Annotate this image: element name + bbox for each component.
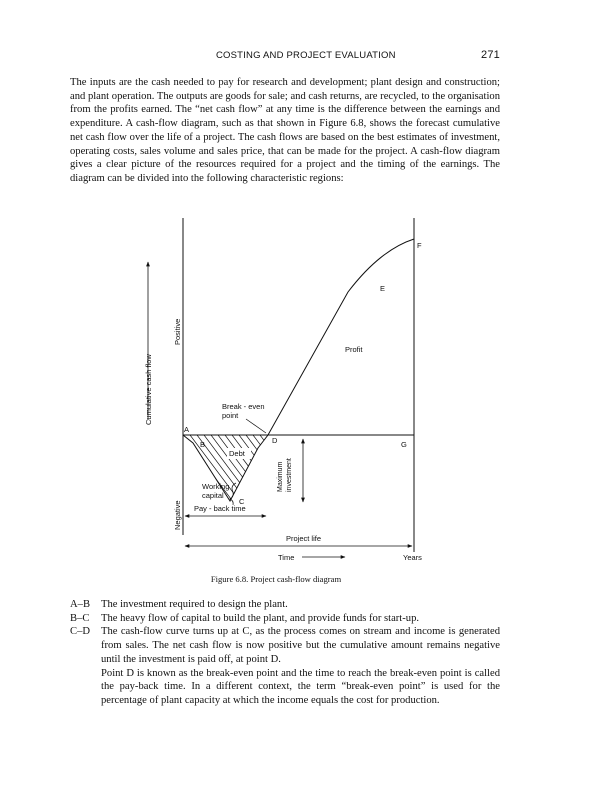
- cash-flow-curve: [183, 239, 414, 501]
- region-item: [70, 598, 500, 612]
- intro-paragraph: The inputs are the cash needed to pay for research and development; plant design and construction; and plant operation. The outputs are goods for sale; and cash returns, are recycled, to the organisation from the profits earned. The “net cash flow” at any time is the difference between the earnings and expenditure. A cash-flow diagram, such as that shown in Figure 6.8, shows the forecast cumulative net cash flow over the life of a project. The cash flows are based on the best estimates of investment, operating costs, sales volume and sales price, that can be made for the project. A cash-flow diagram gives a clear picture of the resources required for a project and the timing of the earnings. The diagram can be divided into the following characteristic regions:: [70, 77, 500, 184]
- max-investment-label-2: investment: [286, 458, 293, 492]
- region-list: [70, 598, 500, 708]
- point-e: E: [380, 284, 386, 293]
- region-item: [70, 625, 500, 707]
- debt-label: Debt: [229, 449, 245, 458]
- max-investment-label-1: Maximum: [277, 461, 284, 492]
- break-even-label-1: Break - even: [222, 402, 265, 411]
- region-paragraph: The investment required to design the plant.: [101, 599, 288, 610]
- point-d: D: [272, 436, 278, 445]
- region-text: [101, 625, 500, 707]
- working-capital-label-2: capital: [202, 491, 224, 500]
- region-label: B–C: [70, 612, 90, 624]
- running-head-title: COSTING AND PROJECT EVALUATION: [216, 50, 396, 61]
- working-capital-label-1: Working: [202, 482, 230, 491]
- point-f: F: [417, 241, 422, 250]
- negative-label: Negative: [173, 500, 182, 530]
- years-label: Years: [403, 553, 422, 562]
- profit-label: Profit: [345, 345, 363, 354]
- region-text: [101, 598, 500, 612]
- time-label: Time: [278, 553, 295, 562]
- point-a: A: [184, 425, 190, 434]
- region-text: [101, 612, 500, 626]
- region-paragraph: Point D is known as the break-even point and the time to reach the break-even point is called the pay-back time. In a different context, the term “break-even point” is used for the percentage of plant capacity at which the income equals the cost for production.: [101, 667, 500, 706]
- figure-caption: Figure 6.8. Project cash-flow diagram: [210, 574, 342, 584]
- project-life-label: Project life: [286, 534, 322, 543]
- region-paragraph: The heavy flow of capital to build the plant, and provide funds for start-up.: [101, 612, 420, 624]
- point-b: B: [200, 440, 206, 449]
- region-item: [70, 612, 500, 626]
- break-even-pointer: [246, 419, 266, 433]
- point-c: C: [239, 497, 245, 506]
- y-axis-label: Cumulative cash flow: [144, 354, 153, 425]
- payback-label: Pay - back time: [194, 504, 246, 513]
- region-paragraph: The cash-flow curve turns up at C, as the process comes on stream and income is generated from sales. The net cash flow is now positive but the cumulative amount remains negative until the investment is paid off, at point D.: [101, 626, 500, 665]
- region-label: C–D: [70, 626, 91, 638]
- region-label: A–B: [70, 599, 91, 610]
- page-number: 271: [481, 49, 500, 61]
- positive-label: Positive: [173, 318, 182, 345]
- break-even-label-2: point: [222, 411, 239, 420]
- point-g: G: [401, 440, 407, 449]
